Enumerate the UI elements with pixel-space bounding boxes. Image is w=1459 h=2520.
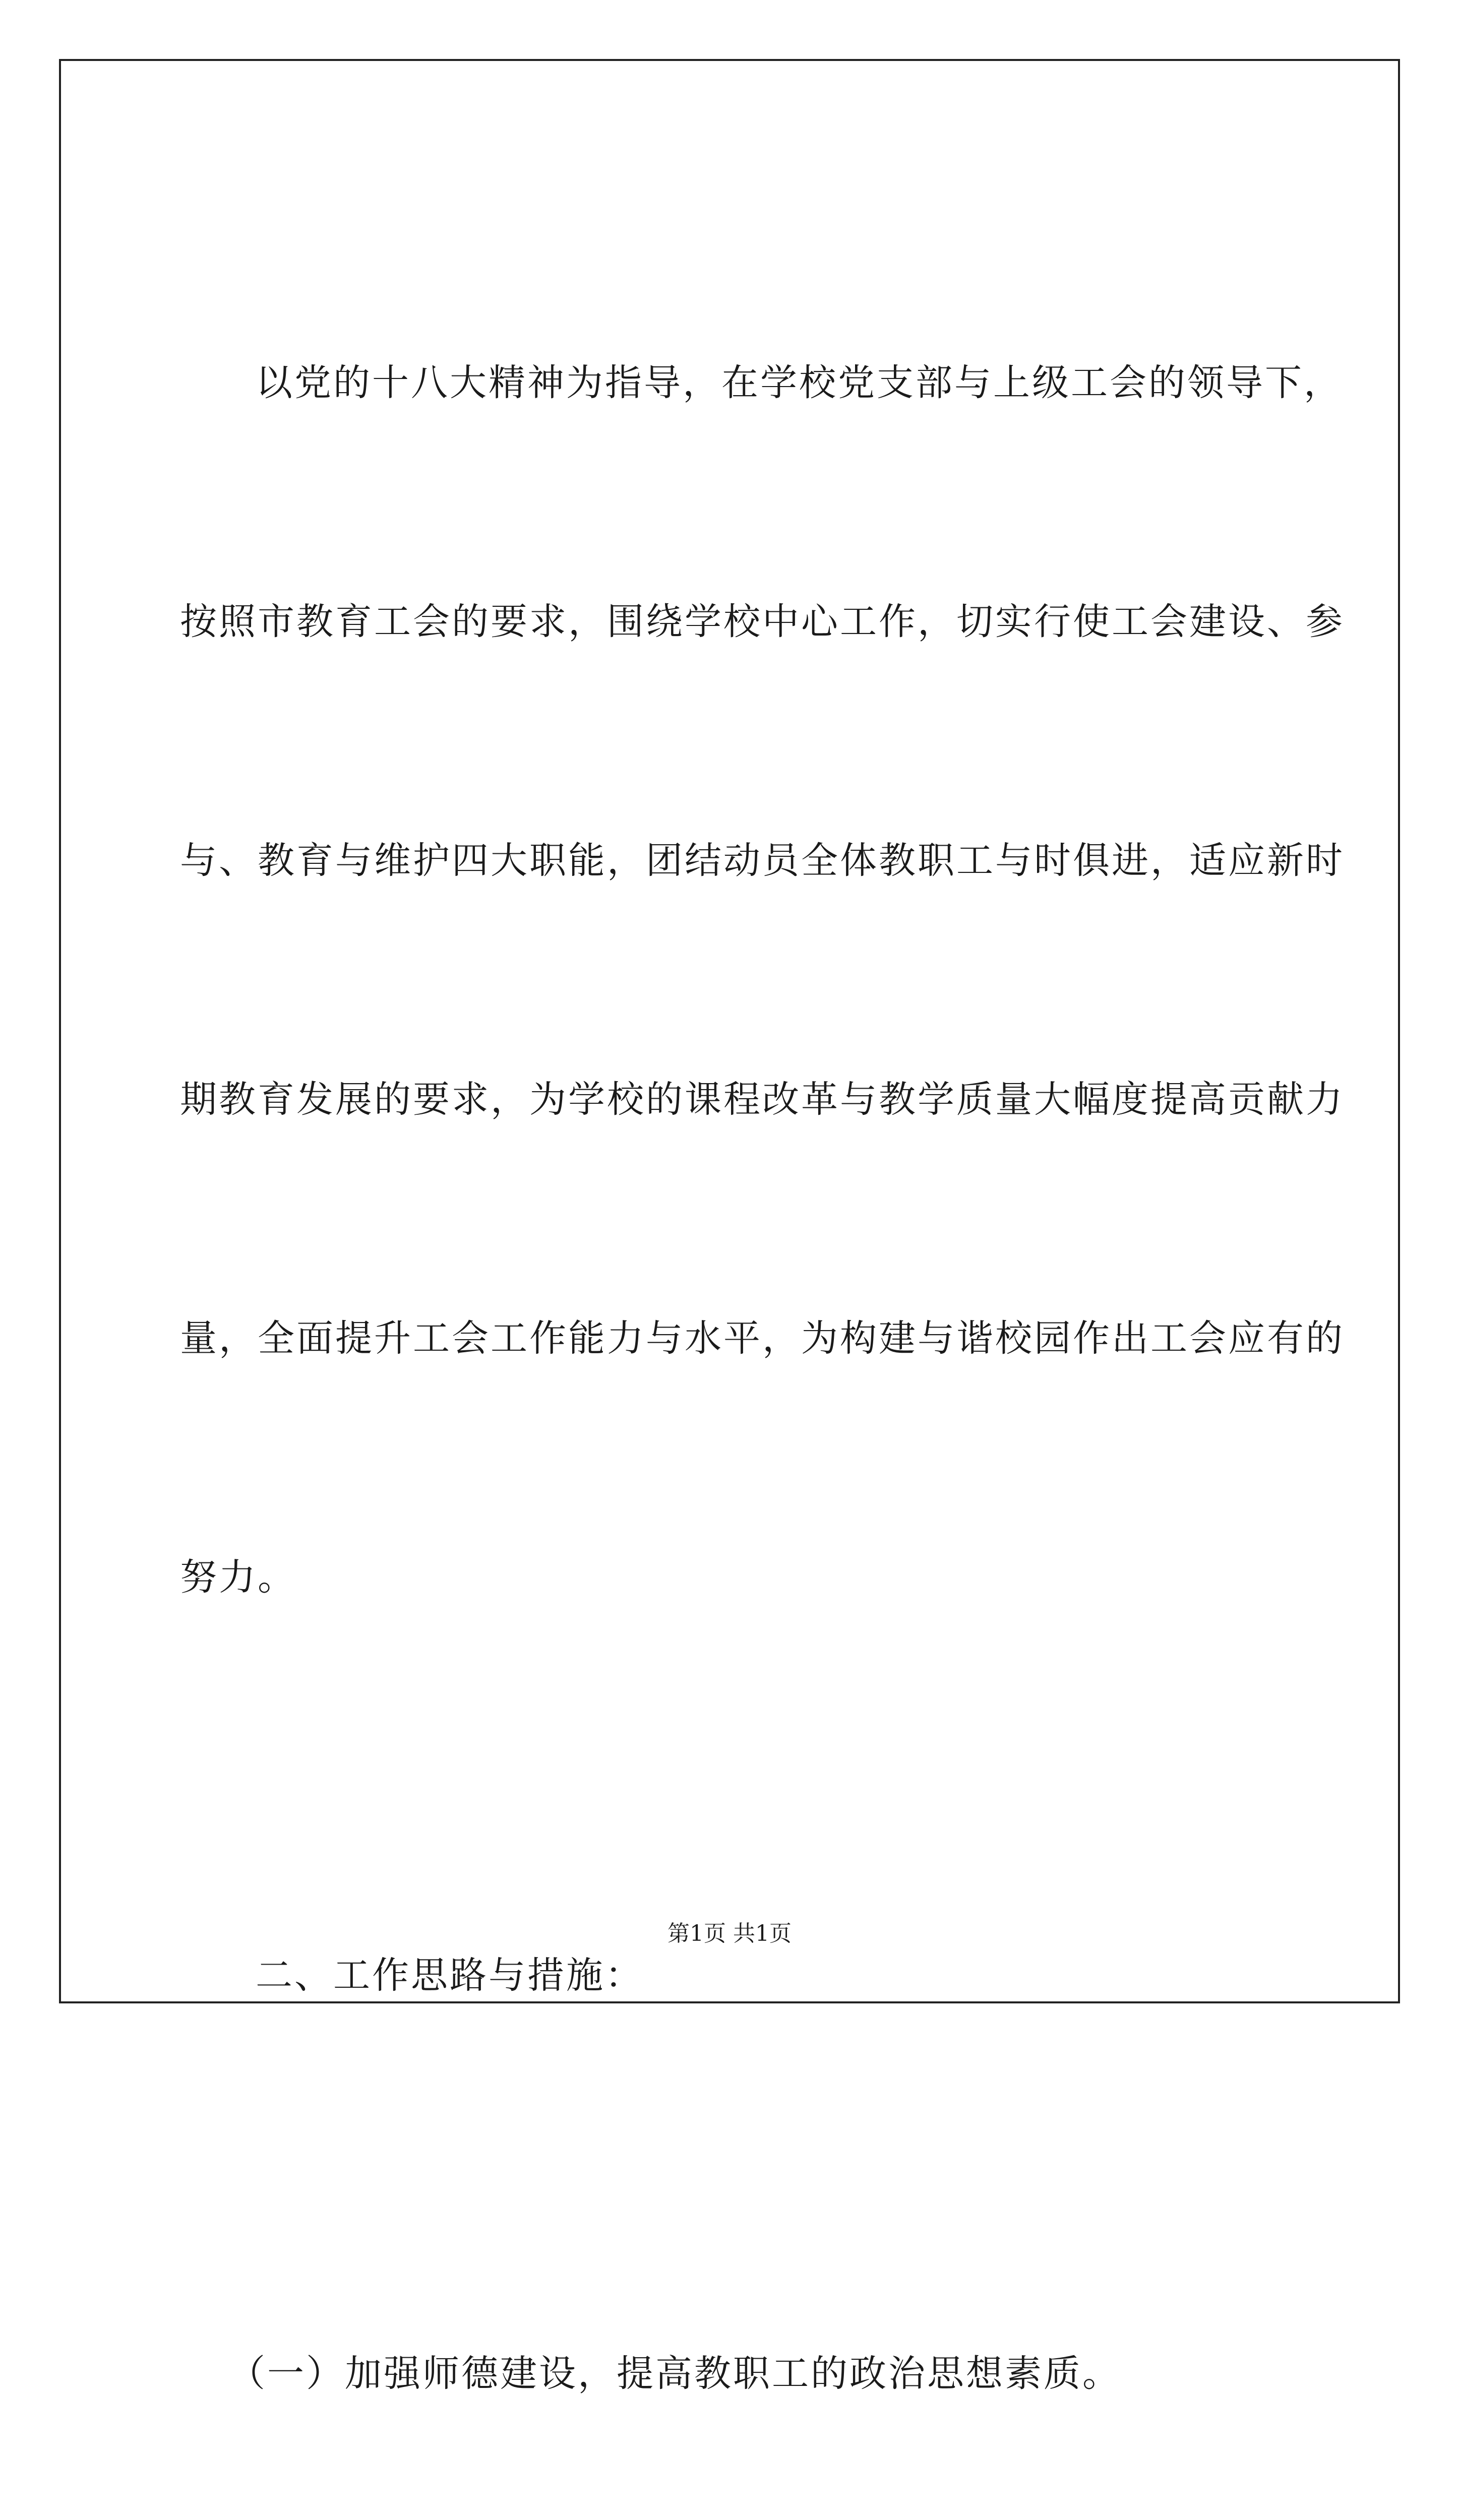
paragraph-guiding-principle	[180, 184, 1345, 1777]
text-line: 量，全面提升工会工作能力与水平，为构建与谐校园作出工会应有的	[180, 1317, 1345, 1360]
text-line: 二、工作思路与措施：	[256, 1954, 644, 1997]
text-line: 与、教育与维护四大职能，团结动员全体教职工与时俱进，适应新时	[180, 839, 1345, 882]
text-line: 努力。	[180, 1556, 296, 1599]
text-line: 以党的十八大精神为指导，在学校党支部与上级工会的领导下，	[256, 361, 1343, 404]
section-heading	[180, 1777, 1284, 2175]
text-line: 期教育发展的要求，为学校的课程改革与教学质量大幅度提高贡献力	[180, 1078, 1345, 1121]
text-line: （一）加强师德建设，提高教职工的政治思想素质。	[228, 2352, 1121, 2395]
page-footer: 第1页 共1页	[667, 1921, 792, 1946]
document-body	[180, 184, 1345, 2520]
text-line: 按照市教育工会的要求，围绕学校中心工作，切实行使工会建设、参	[180, 600, 1345, 643]
subsection-heading	[180, 2175, 1284, 2520]
